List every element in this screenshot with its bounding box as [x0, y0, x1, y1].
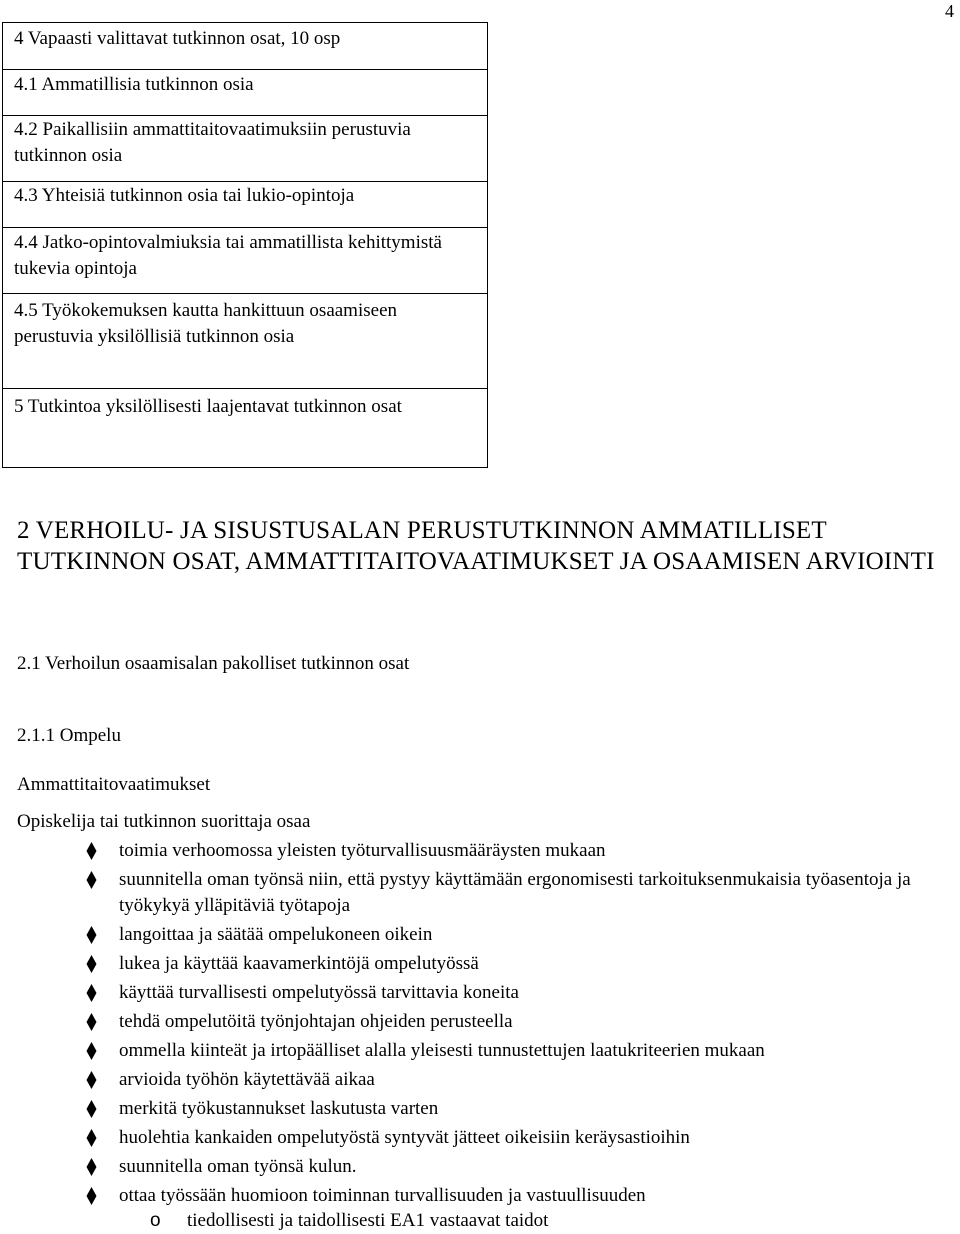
intro-text: Opiskelija tai tutkinnon suorittaja osaa — [17, 811, 311, 832]
list-item — [0, 1009, 960, 1035]
diamond-bullet-icon — [86, 1100, 97, 1118]
diamond-bullet-icon — [86, 1158, 97, 1176]
list-item-text: lukea ja käyttää kaavamerkintöjä ompelutyössä — [119, 953, 479, 974]
list-item-text: käyttää turvallisesti ompelutyössä tarvittavia koneita — [119, 982, 519, 1003]
sub-list-item — [0, 1208, 960, 1234]
list-item — [0, 867, 960, 919]
list-item — [0, 1067, 960, 1093]
toc-row-text: 4.1 Ammatillisia tutkinnon osia — [14, 74, 254, 95]
toc-row — [3, 181, 487, 228]
list-item — [0, 1038, 960, 1064]
list-item-text: suunnitella oman työnsä niin, että pystyy käyttämään ergonomisesti tarkoituksenmukaisia työasentoja ja työkykyä ylläpitäviä työtapoja — [119, 869, 911, 916]
list-item-text: suunnitella oman työnsä kulun. — [119, 1156, 357, 1177]
list-item — [0, 838, 960, 864]
chapter-heading: 2 VERHOILU- JA SISUSTUSALAN PERUSTUTKINNON AMMATILLISET TUTKINNON OSAT, AMMATTITAITOVAATIMUKSET JA OSAAMISEN ARVIOINTI — [17, 517, 935, 575]
circle-bullet-icon: o — [150, 1210, 161, 1231]
toc-row-text: 4 Vapaasti valittavat tutkinnon osat, 10 osp — [14, 28, 341, 49]
requirements-label: Ammattitaitovaatimukset — [17, 774, 211, 795]
page-number: 4 — [945, 1, 954, 21]
list-item-text: ottaa työssään huomioon toiminnan turvallisuuden ja vastuullisuuden — [119, 1185, 646, 1206]
list-item-text: toimia verhoomossa yleisten työturvallisuusmääräysten mukaan — [119, 840, 606, 861]
subsection-heading: 2.1.1 Ompelu — [17, 725, 121, 746]
toc-row — [3, 388, 487, 469]
list-item-text: merkitä työkustannukset laskutusta varten — [119, 1098, 439, 1119]
toc-row-text: 5 Tutkintoa yksilöllisesti laajentavat tutkinnon osat — [14, 396, 402, 417]
list-item — [0, 980, 960, 1006]
list-item-text: langoittaa ja säätää ompelukoneen oikein — [119, 924, 433, 945]
requirements-list — [0, 838, 960, 1234]
diamond-bullet-icon — [86, 955, 97, 973]
toc-row-text: 4.4 Jatko-opintovalmiuksia tai ammatillista kehittymistä tukevia opintoja — [14, 232, 442, 279]
sub-list-item-text: tiedollisesti ja taidollisesti EA1 vastaavat taidot — [187, 1210, 549, 1231]
toc-row-text: 4.3 Yhteisiä tutkinnon osia tai lukio-opintoja — [14, 185, 355, 206]
list-item — [0, 922, 960, 948]
list-item-text: ommella kiinteät ja irtopäälliset alalla yleisesti tunnustettujen laatukriteerien mukaan — [119, 1040, 765, 1061]
list-item-text: arvioida työhön käytettävää aikaa — [119, 1069, 375, 1090]
toc-row — [3, 23, 487, 70]
list-item — [0, 1154, 960, 1180]
section-heading: 2.1 Verhoilun osaamisalan pakolliset tutkinnon osat — [17, 653, 410, 674]
toc-row — [3, 69, 487, 116]
diamond-bullet-icon — [86, 871, 97, 889]
toc-row — [3, 293, 487, 389]
toc-row — [3, 115, 487, 182]
diamond-bullet-icon — [86, 842, 97, 860]
toc-row-text: 4.2 Paikallisiin ammattitaitovaatimuksiin perustuvia tutkinnon osia — [14, 119, 411, 166]
list-item — [0, 1125, 960, 1151]
list-item-text: huolehtia kankaiden ompelutyöstä syntyvät jätteet oikeisiin keräysastioihin — [119, 1127, 690, 1148]
diamond-bullet-icon — [86, 984, 97, 1002]
toc-row — [3, 227, 487, 294]
list-item — [0, 951, 960, 977]
diamond-bullet-icon — [86, 1071, 97, 1089]
toc-table — [2, 22, 488, 468]
list-item — [0, 1183, 960, 1209]
list-item — [0, 1096, 960, 1122]
diamond-bullet-icon — [86, 1013, 97, 1031]
diamond-bullet-icon — [86, 926, 97, 944]
toc-row-text: 4.5 Työkokemuksen kautta hankittuun osaamiseen perustuvia yksilöllisiä tutkinnon osia — [14, 300, 397, 347]
diamond-bullet-icon — [86, 1129, 97, 1147]
diamond-bullet-icon — [86, 1187, 97, 1205]
list-item-text: tehdä ompelutöitä työnjohtajan ohjeiden perusteella — [119, 1011, 513, 1032]
diamond-bullet-icon — [86, 1042, 97, 1060]
